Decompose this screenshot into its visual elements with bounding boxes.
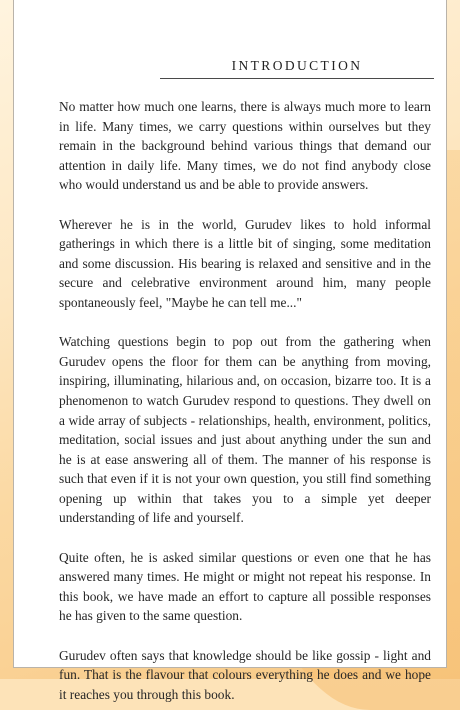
title-underline (160, 78, 434, 79)
paragraph-1: No matter how much one learns, there is always much more to learn in life. Many times, we carry questions within ourselves but they remain in the background behind various things that demand our attention in daily life. Many times, we do not find anybody close who would understand us and be able to provide answers. (59, 99, 431, 193)
paragraph-2: Wherever he is in the world, Gurudev likes to hold informal gatherings in which there is a little bit of singing, some meditation and some discussion. His bearing is relaxed and sensitive and in the secure and celebrative environment around him, many people spontaneously feel, "Maybe he can tell me..." (59, 216, 431, 310)
chapter-title: INTRODUCTION (231, 58, 363, 73)
paragraph-4: Quite often, he is asked similar questions or even one that he has answered many times. He might or might not repeat his response. In this book, we have made an effort to capture all possible responses he has given to the same question. (59, 549, 431, 624)
document-page (13, 0, 447, 702)
body-text (59, 97, 431, 704)
chapter-heading (160, 58, 434, 79)
paragraph-3: Watching questions begin to pop out from the gathering when Gurudev opens the floor for them can be anything from moving, inspiring, illuminating, hilarious and, on occasion, bizarre too. It is a phenomenon to watch Gurudev respond to questions. They dwell on a wide array of subjects - relationships, health, environment, politics, meditation, social issues and just about anything under the sun and he is at ease answering all of them. The manner of his response is such that even if it is not your own question, you still find something opening up within that takes you to a simple yet deeper understanding of life and yourself. (59, 334, 431, 526)
paragraph-5: Gurudev often says that knowledge should be like gossip - light and fun. That is the flavour that colours everything he does and we hope it reaches you through this book. (59, 647, 431, 702)
